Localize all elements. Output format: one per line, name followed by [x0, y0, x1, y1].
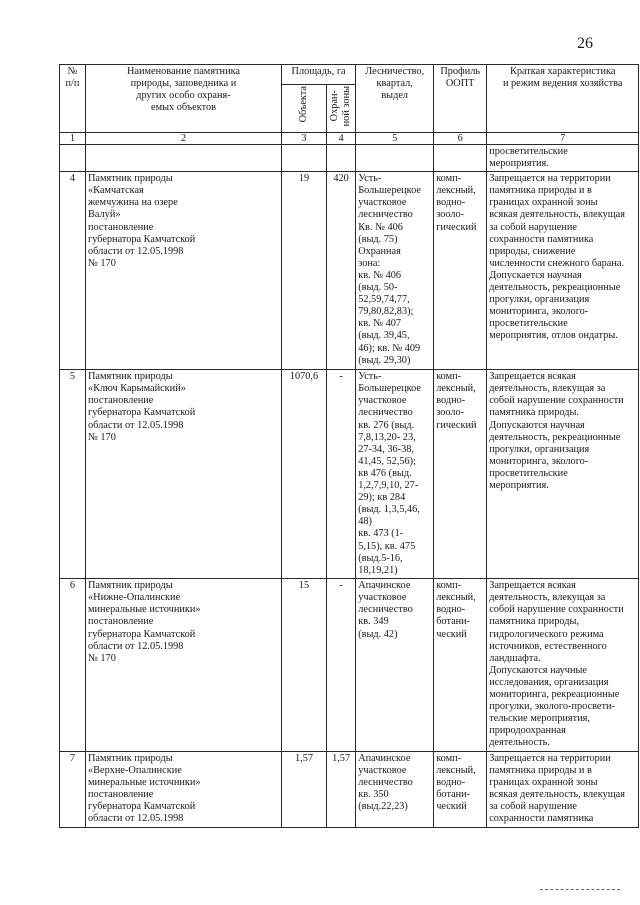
row-description: Запрещается на территории памятника природы и в границах охранной зоны всякая деятельность, влекущая за собой нарушение сохранности памятника природы, снижение численности снежного барана. Допускается научная деятельность, рекреационные прогулки, организация мониторинга, эколого- просветительские мероприятия, отлов ондатры. — [487, 172, 639, 370]
header-area-object-cell — [282, 85, 327, 133]
column-number: 7 — [487, 133, 639, 145]
row-description: Запрещается на территории памятника природы и в границах охранной зоны всякая деятельность, влекущая за собой нарушение сохранности памятника — [487, 751, 639, 827]
row-name: Памятник природы «Нижне-Опалинские минеральные источники» постановление губернатора Камчатской области от 12.05.1998 № 170 — [86, 579, 282, 751]
row-profile: комп- лексный, водно- ботани- ческий — [434, 751, 487, 827]
header-area-group: Площадь, га — [282, 65, 356, 85]
header-row-1 — [60, 65, 639, 85]
continuation-text: просветительские мероприятия. — [487, 145, 639, 172]
row-num: 5 — [60, 370, 86, 579]
header-area-buffer: Охран- ной зоны — [329, 86, 353, 127]
row-forestry: Апачинское участковое лесничество кв. 349 (выд. 42) — [356, 579, 434, 751]
header-num: № п/п — [60, 65, 86, 133]
row-area-object: 1,57 — [282, 751, 327, 827]
footer-divider — [540, 889, 620, 890]
header-forestry: Лесничество, квартал, выдел — [356, 65, 434, 133]
row-area-object: 19 — [282, 172, 327, 370]
header-name: Наименование памятника природы, заповедника и других особо охраня- емых объектов — [86, 65, 282, 133]
column-number: 2 — [86, 133, 282, 145]
row-description: Запрещается всякая деятельность, влекущая за собой нарушение сохранности памятника природы. Допускаются научная деятельность, рекреационные прогулки, организация мониторинга, эколого- просветительские мероприятия. — [487, 370, 639, 579]
header-area-object: Объекта — [297, 86, 309, 123]
row-num: 7 — [60, 751, 86, 827]
column-number: 6 — [434, 133, 487, 145]
row-num: 6 — [60, 579, 86, 751]
row-forestry: Усть- Большерецкое участковое лесничество кв. 276 (выд. 7,8,13,20- 23, 27-34, 36-38, 41,45, 52,56); кв 476 (выд. 1,2,7,9,10, 27- 29); кв 284 (выд. 1,3,5,46, 48) кв. 473 (1- 5,15), кв. 475 (выд.5-16, 18,19,21) — [356, 370, 434, 579]
header-description: Краткая характеристика и режим ведения хозяйства — [487, 65, 639, 133]
row-description: Запрещается всякая деятельность, влекущая за собой нарушение сохранности памятника природы, гидрологического режима источников, естественного ландшафта. Допускаются научные исследования, организация мониторинга, рекреационные прогулки, эколого-просвети- тельские мероприятия, природоохранная деятельность. — [487, 579, 639, 751]
column-number: 4 — [327, 133, 356, 145]
row-area-object: 1070,6 — [282, 370, 327, 579]
table-row — [60, 370, 639, 579]
header-area-buffer-cell — [327, 85, 356, 133]
row-name: Памятник природы «Верхне-Опалинские минеральные источники» постановление губернатора Камчатской области от 12.05.1998 — [86, 751, 282, 827]
row-profile: комп- лексный, водно- зооло- гический — [434, 172, 487, 370]
row-area-buffer: - — [327, 579, 356, 751]
continuation-row — [60, 145, 639, 172]
table-row — [60, 751, 639, 827]
header-profile: Профиль ООПТ — [434, 65, 487, 133]
table-row — [60, 579, 639, 751]
column-number-row — [60, 133, 639, 145]
row-profile: комп- лексный, водно- ботани- ческий — [434, 579, 487, 751]
row-area-object: 15 — [282, 579, 327, 751]
page-number: 26 — [577, 35, 593, 52]
row-num: 4 — [60, 172, 86, 370]
table-row — [60, 172, 639, 370]
column-number: 5 — [356, 133, 434, 145]
row-area-buffer: 420 — [327, 172, 356, 370]
protected-areas-table — [59, 64, 639, 828]
column-number: 3 — [282, 133, 327, 145]
row-area-buffer: 1,57 — [327, 751, 356, 827]
row-forestry: Усть- Большерецкое участковое лесничество Кв. № 406 (выд. 75) Охранная зона: кв. № 406 (выд. 50- 52,59,74,77, 79,80,82,83); кв. № 407 (выд. 39,45, 46); кв. № 409 (выд. 29,30) — [356, 172, 434, 370]
row-area-buffer: - — [327, 370, 356, 579]
row-name: Памятник природы «Ключ Карымайский» постановление губернатора Камчатской области от 12.05.1998 № 170 — [86, 370, 282, 579]
row-profile: комп- лексный, водно- зооло- гический — [434, 370, 487, 579]
column-number: 1 — [60, 133, 86, 145]
row-forestry: Апачинское участковое лесничество кв. 350 (выд.22,23) — [356, 751, 434, 827]
row-name: Памятник природы «Камчатская жемчужина на озере Валуй» постановление губернатора Камчатской области от 12.05.1998 № 170 — [86, 172, 282, 370]
